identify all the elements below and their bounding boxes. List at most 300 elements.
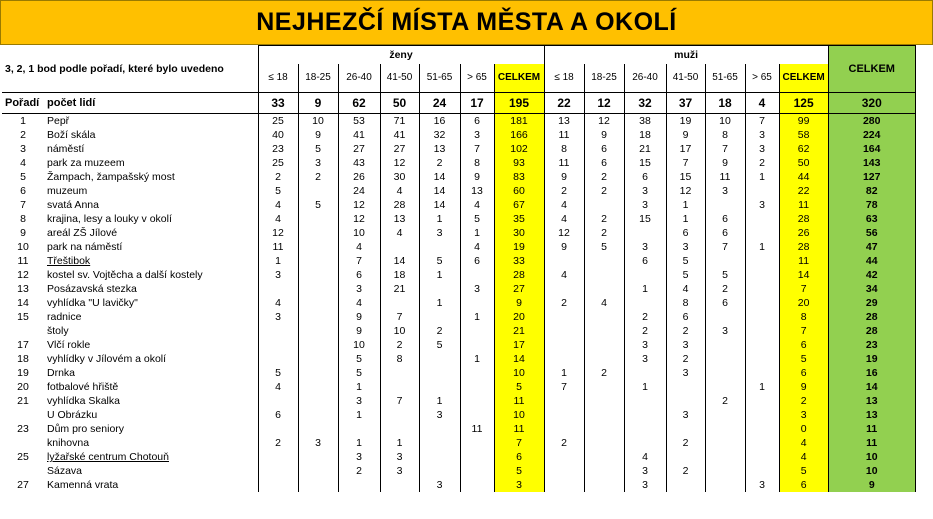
subtotal-cell-women: 11 xyxy=(494,422,544,436)
value-cell-women xyxy=(298,324,338,338)
table-row xyxy=(2,240,915,254)
value-cell-women: 8 xyxy=(380,352,419,366)
value-cell-men: 9 xyxy=(544,170,584,184)
value-cell-men xyxy=(705,198,745,212)
value-cell-men xyxy=(624,366,666,380)
rank-cell: 13 xyxy=(17,283,29,295)
value-cell-women xyxy=(298,366,338,380)
value-cell-men: 19 xyxy=(666,114,705,129)
value-cell-women xyxy=(338,422,380,436)
value-cell-women: 41 xyxy=(338,128,380,142)
subtotal-cell-men: 58 xyxy=(779,128,828,142)
value-cell-women xyxy=(380,296,419,310)
subtotal-cell-women: 3 xyxy=(494,478,544,492)
value-cell-men: 7 xyxy=(544,380,584,394)
table-row xyxy=(2,380,915,394)
value-cell-women xyxy=(419,436,460,450)
grand-total-cell: 224 xyxy=(828,128,915,142)
value-cell-men xyxy=(666,394,705,408)
value-cell-men xyxy=(705,380,745,394)
value-cell-women xyxy=(419,464,460,478)
value-cell-women xyxy=(298,352,338,366)
value-cell-men: 4 xyxy=(584,296,624,310)
value-cell-men xyxy=(705,310,745,324)
value-cell-men xyxy=(745,254,779,268)
value-cell-women xyxy=(419,310,460,324)
value-cell-men: 3 xyxy=(624,338,666,352)
place-name-cell: park za muzeem xyxy=(47,157,125,169)
value-cell-men: 12 xyxy=(544,226,584,240)
value-cell-women xyxy=(380,422,419,436)
value-cell-men: 2 xyxy=(544,436,584,450)
table-row xyxy=(2,114,915,129)
value-cell-women: 7 xyxy=(380,310,419,324)
subtotal-cell-men: 0 xyxy=(779,422,828,436)
value-cell-women: 3 xyxy=(338,450,380,464)
value-cell-women xyxy=(380,240,419,254)
value-cell-women xyxy=(380,478,419,492)
subtotal-cell-women: 67 xyxy=(494,198,544,212)
subtotal-cell-men: 28 xyxy=(779,240,828,254)
table-row xyxy=(2,450,915,464)
respondent-count-women: 195 xyxy=(494,93,544,114)
value-cell-women: 4 xyxy=(258,198,298,212)
value-cell-women: 4 xyxy=(460,198,494,212)
subtotal-cell-women: 30 xyxy=(494,226,544,240)
value-cell-women: 6 xyxy=(460,114,494,129)
value-cell-men xyxy=(705,478,745,492)
subtotal-cell-men: 26 xyxy=(779,226,828,240)
table-row xyxy=(2,422,915,436)
value-cell-women: 5 xyxy=(258,184,298,198)
value-cell-women: 8 xyxy=(460,156,494,170)
value-cell-women: 53 xyxy=(338,114,380,129)
value-cell-women xyxy=(460,394,494,408)
value-cell-men: 6 xyxy=(705,226,745,240)
value-cell-women xyxy=(460,268,494,282)
value-cell-women xyxy=(258,422,298,436)
subtotal-cell-men: 4 xyxy=(779,450,828,464)
value-cell-women: 10 xyxy=(298,114,338,129)
table-row xyxy=(2,436,915,450)
value-cell-women: 1 xyxy=(338,380,380,394)
value-cell-men: 15 xyxy=(624,156,666,170)
value-cell-women: 41 xyxy=(380,128,419,142)
value-cell-men: 2 xyxy=(584,184,624,198)
subtotal-cell-women: 93 xyxy=(494,156,544,170)
value-cell-women xyxy=(380,366,419,380)
value-cell-women: 3 xyxy=(380,450,419,464)
value-cell-men: 7 xyxy=(666,156,705,170)
value-cell-women xyxy=(460,464,494,478)
value-cell-men xyxy=(705,366,745,380)
value-cell-men: 2 xyxy=(544,296,584,310)
value-cell-men xyxy=(745,310,779,324)
value-cell-men: 2 xyxy=(666,352,705,366)
subtotal-cell-women: 17 xyxy=(494,338,544,352)
value-cell-men xyxy=(544,338,584,352)
value-cell-men: 3 xyxy=(705,324,745,338)
subtotal-cell-women: 35 xyxy=(494,212,544,226)
age-header-women: 26-40 xyxy=(338,64,380,93)
value-cell-women: 4 xyxy=(258,380,298,394)
table-row xyxy=(2,142,915,156)
value-cell-men: 6 xyxy=(705,212,745,226)
value-cell-men: 2 xyxy=(624,310,666,324)
rank-cell: 12 xyxy=(17,269,29,281)
table-row xyxy=(2,310,915,324)
place-name-cell: vyhlídky v Jílovém a okolí xyxy=(47,353,167,365)
table-row xyxy=(2,282,915,296)
count-row-label: počet lidí xyxy=(44,93,258,114)
value-cell-women: 18 xyxy=(380,268,419,282)
value-cell-women: 2 xyxy=(258,436,298,450)
value-cell-women: 4 xyxy=(258,296,298,310)
value-cell-women: 2 xyxy=(380,338,419,352)
rank-cell: 4 xyxy=(20,157,26,169)
value-cell-men: 13 xyxy=(544,114,584,129)
value-cell-men: 8 xyxy=(666,296,705,310)
value-cell-men xyxy=(584,436,624,450)
subtotal-cell-women: 10 xyxy=(494,408,544,422)
value-cell-men xyxy=(584,478,624,492)
value-cell-men xyxy=(584,282,624,296)
value-cell-women xyxy=(460,478,494,492)
rank-cell: 5 xyxy=(20,171,26,183)
age-header-women: 41-50 xyxy=(380,64,419,93)
subtotal-cell-men: 5 xyxy=(779,352,828,366)
value-cell-men: 1 xyxy=(745,170,779,184)
value-cell-men xyxy=(544,254,584,268)
value-cell-men: 1 xyxy=(666,212,705,226)
value-cell-women xyxy=(419,240,460,254)
value-cell-men: 2 xyxy=(584,212,624,226)
subtotal-cell-women: 181 xyxy=(494,114,544,129)
value-cell-men xyxy=(745,422,779,436)
grand-total-cell: 19 xyxy=(828,352,915,366)
value-cell-men: 6 xyxy=(584,156,624,170)
value-cell-women: 21 xyxy=(380,282,419,296)
value-cell-men xyxy=(745,366,779,380)
value-cell-women xyxy=(298,422,338,436)
subtotal-cell-women: 5 xyxy=(494,464,544,478)
subtotal-cell-women: 21 xyxy=(494,324,544,338)
value-cell-men xyxy=(624,296,666,310)
respondent-count-women: 17 xyxy=(460,93,494,114)
place-name-cell: vyhlídka "U lavičky" xyxy=(47,297,138,309)
value-cell-women: 3 xyxy=(380,464,419,478)
value-cell-men: 2 xyxy=(705,282,745,296)
value-cell-men: 12 xyxy=(666,184,705,198)
value-cell-women xyxy=(460,436,494,450)
value-cell-women: 14 xyxy=(419,198,460,212)
value-cell-men xyxy=(584,268,624,282)
value-cell-men: 2 xyxy=(584,170,624,184)
value-cell-women: 16 xyxy=(419,114,460,129)
table-row xyxy=(2,408,915,422)
value-cell-women xyxy=(419,366,460,380)
subtotal-cell-women: 28 xyxy=(494,268,544,282)
value-cell-women: 7 xyxy=(338,254,380,268)
value-cell-women xyxy=(298,212,338,226)
value-cell-men xyxy=(745,352,779,366)
value-cell-men: 7 xyxy=(745,114,779,129)
table-row xyxy=(2,254,915,268)
subtotal-cell-men: 99 xyxy=(779,114,828,129)
value-cell-men xyxy=(666,450,705,464)
grand-total-cell: 127 xyxy=(828,170,915,184)
value-cell-men xyxy=(666,422,705,436)
value-cell-women: 43 xyxy=(338,156,380,170)
value-cell-men xyxy=(745,268,779,282)
subtotal-cell-women: 5 xyxy=(494,380,544,394)
value-cell-women: 3 xyxy=(258,268,298,282)
table-row xyxy=(2,464,915,478)
rank-cell: 27 xyxy=(17,479,29,491)
value-cell-men xyxy=(584,352,624,366)
table-row xyxy=(2,226,915,240)
value-cell-women: 27 xyxy=(380,142,419,156)
grand-total-cell: 42 xyxy=(828,268,915,282)
table-row xyxy=(2,170,915,184)
grand-total-cell: 143 xyxy=(828,156,915,170)
value-cell-women xyxy=(298,296,338,310)
value-cell-women xyxy=(419,282,460,296)
value-cell-men: 3 xyxy=(745,198,779,212)
value-cell-men: 1 xyxy=(666,198,705,212)
value-cell-women: 3 xyxy=(419,408,460,422)
subtotal-cell-women: 27 xyxy=(494,282,544,296)
rank-cell xyxy=(2,324,44,338)
value-cell-men: 4 xyxy=(666,282,705,296)
value-cell-men: 15 xyxy=(624,212,666,226)
place-name-cell: Vlčí rokle xyxy=(47,339,91,351)
place-name-cell: U Obrázku xyxy=(47,409,98,421)
respondent-count-men: 4 xyxy=(745,93,779,114)
rank-cell: 23 xyxy=(17,423,29,435)
value-cell-women xyxy=(460,296,494,310)
grand-total-cell: 10 xyxy=(828,464,915,478)
age-header-men: > 65 xyxy=(745,64,779,93)
value-cell-men xyxy=(745,324,779,338)
value-cell-men xyxy=(745,212,779,226)
place-name-cell: Kamenná vrata xyxy=(47,479,119,491)
table-row xyxy=(2,198,915,212)
value-cell-women: 3 xyxy=(338,282,380,296)
place-name-cell: Posázavská stezka xyxy=(47,283,137,295)
subtotal-cell-men: 7 xyxy=(779,282,828,296)
value-cell-women xyxy=(258,338,298,352)
subtotal-cell-men: 44 xyxy=(779,170,828,184)
value-cell-men xyxy=(745,450,779,464)
subtotal-cell-men: 62 xyxy=(779,142,828,156)
value-cell-women: 9 xyxy=(338,310,380,324)
value-cell-women: 4 xyxy=(380,226,419,240)
value-cell-men: 3 xyxy=(745,128,779,142)
value-cell-men xyxy=(624,268,666,282)
value-cell-women: 40 xyxy=(258,128,298,142)
value-cell-women: 6 xyxy=(258,408,298,422)
value-cell-men: 4 xyxy=(544,198,584,212)
subtotal-header-men: CELKEM xyxy=(779,64,828,93)
value-cell-men: 11 xyxy=(544,156,584,170)
value-cell-men: 18 xyxy=(624,128,666,142)
grand-total-cell: 13 xyxy=(828,408,915,422)
value-cell-men: 3 xyxy=(624,184,666,198)
value-cell-men xyxy=(745,296,779,310)
value-cell-men: 6 xyxy=(666,226,705,240)
subtotal-cell-men: 11 xyxy=(779,254,828,268)
value-cell-men: 4 xyxy=(544,268,584,282)
value-cell-men xyxy=(544,282,584,296)
value-cell-women: 4 xyxy=(258,212,298,226)
value-cell-men xyxy=(624,226,666,240)
value-cell-men: 1 xyxy=(544,366,584,380)
respondent-count-women: 33 xyxy=(258,93,298,114)
value-cell-men xyxy=(705,254,745,268)
value-cell-women: 4 xyxy=(460,240,494,254)
value-cell-women xyxy=(460,408,494,422)
subtotal-cell-men: 6 xyxy=(779,366,828,380)
respondent-count-total: 320 xyxy=(828,93,915,114)
value-cell-women: 13 xyxy=(460,184,494,198)
value-cell-men xyxy=(705,408,745,422)
subtotal-cell-women: 102 xyxy=(494,142,544,156)
subtotal-cell-men: 11 xyxy=(779,198,828,212)
value-cell-women xyxy=(258,282,298,296)
value-cell-men: 3 xyxy=(745,142,779,156)
value-cell-women: 1 xyxy=(419,268,460,282)
value-cell-men xyxy=(745,408,779,422)
place-name-cell: štoly xyxy=(47,325,69,337)
grand-total-cell: 10 xyxy=(828,450,915,464)
table-row xyxy=(2,338,915,352)
place-name-cell: Boží skála xyxy=(47,129,96,141)
value-cell-women xyxy=(298,268,338,282)
value-cell-women: 6 xyxy=(460,254,494,268)
subtotal-cell-men: 14 xyxy=(779,268,828,282)
value-cell-men xyxy=(544,450,584,464)
place-name-cell: Třeštibok xyxy=(47,255,91,267)
value-cell-women: 24 xyxy=(338,184,380,198)
subtotal-cell-men: 4 xyxy=(779,436,828,450)
value-cell-women: 7 xyxy=(380,394,419,408)
data-table xyxy=(2,45,916,492)
grand-total-cell: 9 xyxy=(828,478,915,492)
grand-total-cell: 28 xyxy=(828,324,915,338)
value-cell-women: 9 xyxy=(460,170,494,184)
value-cell-men: 3 xyxy=(624,240,666,254)
place-name-cell: muzeum xyxy=(47,185,88,197)
value-cell-men xyxy=(745,436,779,450)
value-cell-women: 25 xyxy=(258,114,298,129)
rank-cell: 17 xyxy=(17,339,29,351)
subtotal-cell-men: 7 xyxy=(779,324,828,338)
place-name-cell: Pepř xyxy=(44,114,258,129)
grand-total-cell: 44 xyxy=(828,254,915,268)
respondent-count-men: 32 xyxy=(624,93,666,114)
value-cell-women xyxy=(380,380,419,394)
value-cell-men xyxy=(624,394,666,408)
rank-cell: 19 xyxy=(17,367,29,379)
value-cell-men: 6 xyxy=(705,296,745,310)
value-cell-women: 1 xyxy=(338,436,380,450)
value-cell-women xyxy=(258,352,298,366)
place-name-cell: lyžařské centrum Chotouň xyxy=(47,451,169,463)
value-cell-women: 5 xyxy=(338,352,380,366)
value-cell-men: 9 xyxy=(666,128,705,142)
value-cell-women: 12 xyxy=(258,226,298,240)
subtotal-cell-women: 83 xyxy=(494,170,544,184)
place-name-cell: Sázava xyxy=(47,465,83,477)
value-cell-men xyxy=(745,464,779,478)
value-cell-men xyxy=(584,198,624,212)
respondent-count-men: 18 xyxy=(705,93,745,114)
table-row xyxy=(2,156,915,170)
subtotal-header-women: CELKEM xyxy=(494,64,544,93)
value-cell-women: 5 xyxy=(298,198,338,212)
value-cell-men xyxy=(584,450,624,464)
value-cell-women: 1 xyxy=(258,254,298,268)
value-cell-men: 2 xyxy=(745,156,779,170)
sheet-title: NEJHEZČÍ MÍSTA MĚSTA A OKOLÍ xyxy=(0,0,933,45)
value-cell-men xyxy=(584,310,624,324)
value-cell-men: 2 xyxy=(584,366,624,380)
value-cell-women: 25 xyxy=(258,156,298,170)
rank-cell: 2 xyxy=(20,129,26,141)
value-cell-men: 38 xyxy=(624,114,666,129)
rank-cell: 9 xyxy=(20,227,26,239)
grand-total-cell: 29 xyxy=(828,296,915,310)
age-header-women: 51-65 xyxy=(419,64,460,93)
value-cell-women xyxy=(460,380,494,394)
value-cell-men xyxy=(624,422,666,436)
value-cell-women: 5 xyxy=(419,338,460,352)
value-cell-men xyxy=(544,310,584,324)
subtotal-cell-women: 33 xyxy=(494,254,544,268)
value-cell-women xyxy=(380,408,419,422)
value-cell-men: 7 xyxy=(705,142,745,156)
value-cell-women xyxy=(460,338,494,352)
value-cell-men: 3 xyxy=(666,366,705,380)
grand-total-cell: 11 xyxy=(828,422,915,436)
rank-cell: 14 xyxy=(17,297,29,309)
grand-total-cell: 34 xyxy=(828,282,915,296)
value-cell-women xyxy=(460,450,494,464)
value-cell-men: 3 xyxy=(666,240,705,254)
respondent-count-men: 12 xyxy=(584,93,624,114)
value-cell-women: 14 xyxy=(419,184,460,198)
value-cell-men: 3 xyxy=(624,198,666,212)
value-cell-women: 3 xyxy=(298,156,338,170)
value-cell-men: 1 xyxy=(624,282,666,296)
value-cell-men: 3 xyxy=(624,478,666,492)
value-cell-men: 3 xyxy=(745,478,779,492)
value-cell-women: 5 xyxy=(419,254,460,268)
value-cell-women xyxy=(298,464,338,478)
value-cell-men: 3 xyxy=(705,184,745,198)
grand-total-cell: 47 xyxy=(828,240,915,254)
place-name-cell: kostel sv. Vojtěcha a další kostely xyxy=(47,269,203,281)
value-cell-men: 6 xyxy=(624,254,666,268)
value-cell-women: 2 xyxy=(258,170,298,184)
age-header-women: ≤ 18 xyxy=(258,64,298,93)
value-cell-women xyxy=(419,352,460,366)
respondent-count-women: 24 xyxy=(419,93,460,114)
value-cell-men: 2 xyxy=(666,324,705,338)
subtotal-cell-women: 60 xyxy=(494,184,544,198)
value-cell-men xyxy=(705,422,745,436)
